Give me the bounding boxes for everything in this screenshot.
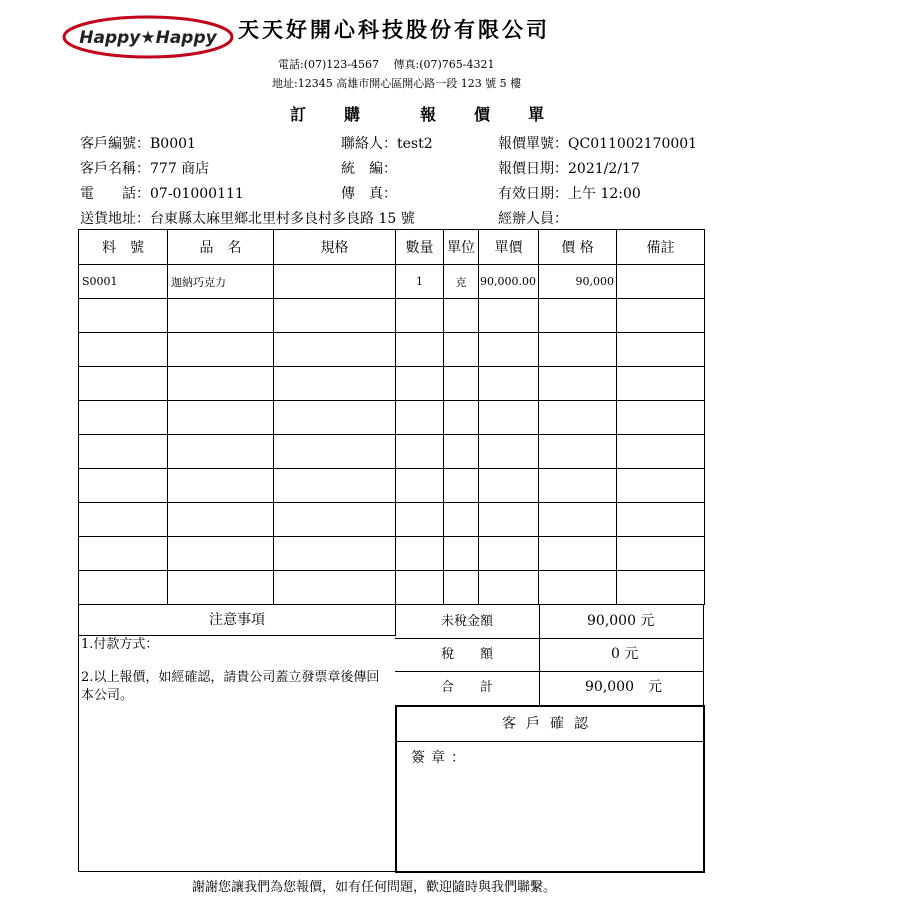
table-cell — [617, 367, 705, 401]
table-cell — [539, 503, 617, 537]
items-table — [78, 229, 705, 605]
table-cell — [479, 401, 539, 435]
table-cell — [168, 333, 274, 367]
table-cell — [479, 299, 539, 333]
valid-date: 有效日期：上午 12:00 — [498, 186, 641, 202]
notes-header: 注意事項 — [79, 605, 396, 636]
table-cell — [396, 333, 444, 367]
table-cell: 迦納巧克力 — [168, 265, 274, 299]
table-row — [79, 503, 705, 537]
table-cell — [274, 265, 396, 299]
col-header: 規格 — [274, 230, 396, 265]
col-header: 單位 — [444, 230, 479, 265]
table-cell — [79, 469, 168, 503]
customer-id: 客戶編號：B0001 — [80, 136, 196, 152]
company-logo — [62, 12, 234, 62]
table-cell — [539, 571, 617, 605]
table-cell — [444, 571, 479, 605]
table-cell — [168, 503, 274, 537]
table-cell — [168, 435, 274, 469]
confirm-header: 客戶確認 — [397, 707, 703, 742]
table-cell — [396, 367, 444, 401]
table-cell — [617, 333, 705, 367]
table-cell: S0001 — [79, 265, 168, 299]
subtotal-row — [395, 605, 703, 639]
phone: 電 話：07-01000111 — [80, 186, 244, 202]
table-cell — [168, 367, 274, 401]
note-item: 1.付款方式： — [81, 637, 159, 652]
title-char: 單 — [528, 105, 545, 124]
document-title — [290, 102, 582, 125]
table-cell — [168, 469, 274, 503]
table-row — [79, 435, 705, 469]
contact-line: 電話:(07)123-4567 傳真:(07)765-4321 — [278, 58, 495, 71]
table-cell — [539, 401, 617, 435]
table-cell — [444, 435, 479, 469]
table-cell — [79, 367, 168, 401]
table-cell — [617, 265, 705, 299]
table-cell — [274, 401, 396, 435]
table-cell — [479, 367, 539, 401]
total-label: 合 計 — [395, 671, 540, 705]
table-row — [79, 571, 705, 605]
table-cell — [617, 469, 705, 503]
title-char: 價 — [474, 105, 491, 124]
table-cell — [274, 537, 396, 571]
table-cell — [479, 469, 539, 503]
logo-text: Happy★Happy — [79, 28, 217, 48]
table-cell — [79, 333, 168, 367]
table-cell — [79, 435, 168, 469]
subtotal-label: 未稅金額 — [395, 605, 540, 638]
col-header: 價 格 — [539, 230, 617, 265]
table-cell — [444, 537, 479, 571]
table-cell — [396, 401, 444, 435]
tax-label: 稅 額 — [395, 638, 540, 671]
quote-date: 報價日期：2021/2/17 — [498, 161, 640, 177]
table-cell — [479, 435, 539, 469]
table-cell — [539, 367, 617, 401]
table-cell — [274, 503, 396, 537]
table-cell — [79, 571, 168, 605]
table-cell — [168, 571, 274, 605]
table-cell — [274, 299, 396, 333]
table-cell — [479, 537, 539, 571]
table-cell — [444, 469, 479, 503]
total-row — [395, 671, 703, 705]
col-header: 單價 — [479, 230, 539, 265]
footer-note: 謝謝您讓我們為您報價，如有任何問題，歡迎隨時與我們聯繫。 — [192, 880, 557, 895]
table-row — [79, 333, 705, 367]
table-cell — [79, 401, 168, 435]
table-cell — [274, 333, 396, 367]
table-cell — [274, 367, 396, 401]
table-cell — [444, 367, 479, 401]
table-header-row — [79, 230, 705, 265]
handler: 經辦人員： — [498, 211, 568, 227]
table-row — [79, 469, 705, 503]
contact-person: 聯絡人：test2 — [341, 136, 433, 152]
table-row — [79, 367, 705, 401]
table-cell — [274, 469, 396, 503]
bottom-section — [78, 604, 704, 872]
summary-box — [395, 605, 703, 705]
table-cell — [617, 571, 705, 605]
table-cell — [444, 299, 479, 333]
table-cell: 1 — [396, 265, 444, 299]
table-cell — [168, 537, 274, 571]
tax-row — [395, 638, 703, 672]
table-cell — [617, 503, 705, 537]
table-cell — [479, 571, 539, 605]
table-cell — [396, 469, 444, 503]
table-cell — [444, 503, 479, 537]
note-item: 2.以上報價，如經確認，請貴公司蓋立發票章後傳回本公司。 — [81, 670, 380, 703]
table-cell — [396, 435, 444, 469]
total-value: 90,000 元 — [585, 679, 662, 695]
company-name: 天天好開心科技股份有限公司 — [238, 17, 550, 42]
customer-name: 客戶名稱：777 商店 — [80, 161, 210, 177]
table-cell — [168, 299, 274, 333]
title-char: 訂 — [290, 105, 307, 124]
col-header: 備註 — [617, 230, 705, 265]
table-cell — [79, 299, 168, 333]
title-char: 報 — [420, 105, 437, 124]
table-cell — [539, 537, 617, 571]
table-cell: 克 — [444, 265, 479, 299]
quote-number: 報價單號：QC011002170001 — [498, 136, 698, 152]
tax-value: 0 元 — [611, 646, 639, 662]
col-header: 品 名 — [168, 230, 274, 265]
table-cell — [617, 299, 705, 333]
title-char: 購 — [344, 105, 361, 124]
table-row — [79, 265, 705, 299]
table-cell — [168, 401, 274, 435]
table-cell: 90,000 — [539, 265, 617, 299]
table-cell — [479, 503, 539, 537]
table-row — [79, 537, 705, 571]
table-cell — [539, 299, 617, 333]
table-cell — [274, 435, 396, 469]
table-cell — [539, 469, 617, 503]
table-cell — [396, 503, 444, 537]
table-cell — [444, 333, 479, 367]
table-row — [79, 401, 705, 435]
signature-label: 簽章： — [411, 750, 471, 766]
table-cell — [617, 401, 705, 435]
col-header: 數量 — [396, 230, 444, 265]
table-cell — [539, 435, 617, 469]
table-cell — [444, 401, 479, 435]
table-cell — [274, 571, 396, 605]
tax-id: 統 編： — [341, 161, 397, 177]
address-line: 地址:12345 高雄市開心區開心路一段 123 號 5 樓 — [272, 77, 522, 90]
fax: 傳 真： — [341, 186, 397, 202]
table-cell — [539, 333, 617, 367]
table-cell — [479, 333, 539, 367]
table-cell — [396, 571, 444, 605]
subtotal-value: 90,000 元 — [587, 613, 655, 629]
table-row — [79, 299, 705, 333]
col-header: 料 號 — [79, 230, 168, 265]
table-cell — [617, 537, 705, 571]
table-cell — [79, 503, 168, 537]
delivery-address: 送貨地址：台東縣太麻里鄉北里村多良村多良路 15 號 — [80, 211, 415, 227]
table-cell — [617, 435, 705, 469]
table-cell — [79, 537, 168, 571]
table-cell — [396, 537, 444, 571]
customer-confirm-box — [395, 705, 705, 873]
table-cell — [396, 299, 444, 333]
table-cell: 90,000.00 — [479, 265, 539, 299]
